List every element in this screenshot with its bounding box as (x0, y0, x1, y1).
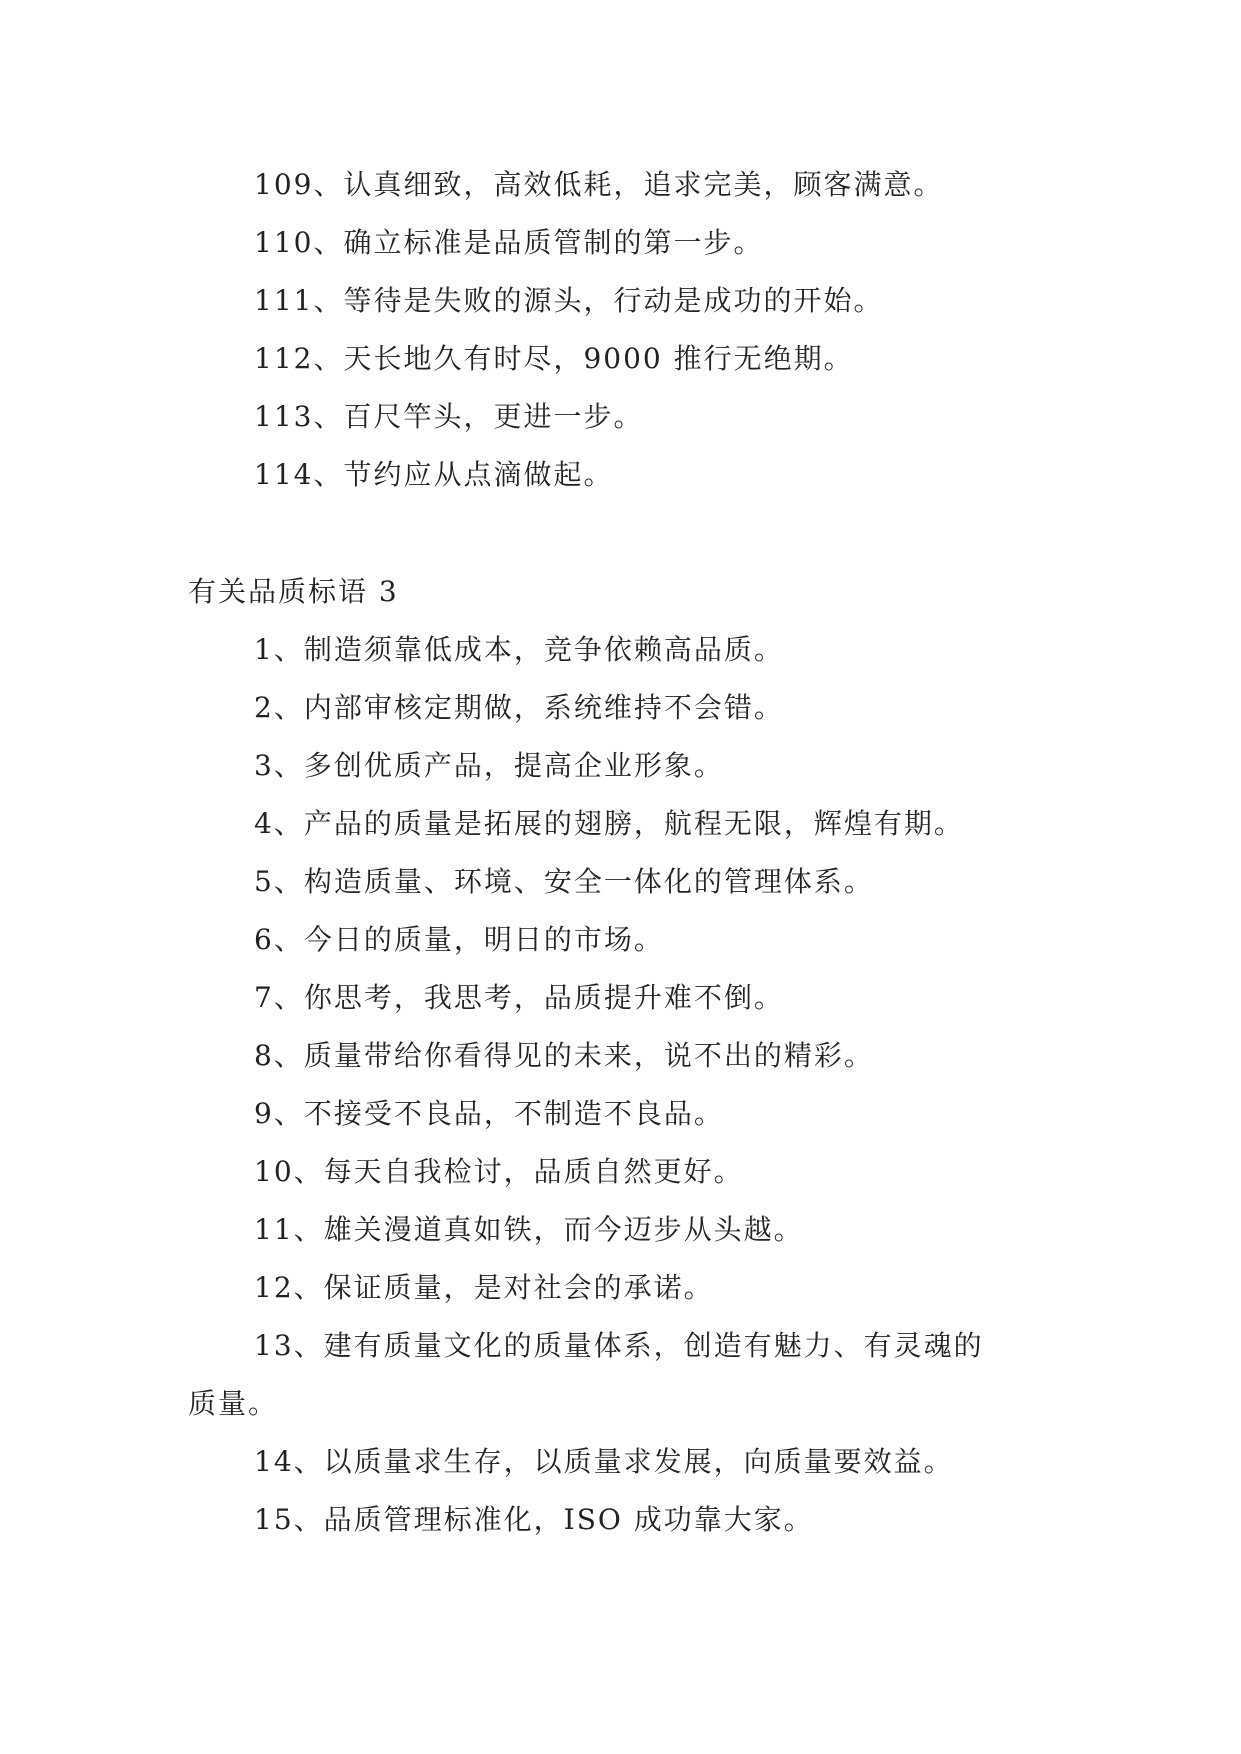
list-item: 4、产品的质量是拓展的翅膀，航程无限，辉煌有期。 (254, 807, 964, 840)
list-item: 112、天长地久有时尽，9000 推行无绝期。 (254, 342, 854, 375)
list-item: 10、每天自我检讨，品质自然更好。 (254, 1155, 744, 1188)
list-item: 15、品质管理标准化，ISO 成功靠大家。 (254, 1503, 814, 1536)
list-item: 8、质量带给你看得见的未来，说不出的精彩。 (254, 1039, 874, 1072)
list-item: 2、内部审核定期做，系统维持不会错。 (254, 691, 784, 724)
list-item: 113、百尺竿头，更进一步。 (254, 400, 644, 433)
list-item: 7、你思考，我思考，品质提升难不倒。 (254, 981, 784, 1014)
list-item: 9、不接受不良品，不制造不良品。 (254, 1097, 724, 1130)
list-item: 13、建有质量文化的质量体系，创造有魅力、有灵魂的 (254, 1329, 984, 1362)
list-item: 11、雄关漫道真如铁，而今迈步从头越。 (254, 1213, 804, 1246)
list-item: 109、认真细致，高效低耗，追求完美，顾客满意。 (254, 168, 944, 201)
list-item: 6、今日的质量，明日的市场。 (254, 923, 664, 956)
list-item-continuation: 质量。 (188, 1387, 279, 1420)
list-item: 12、保证质量，是对社会的承诺。 (254, 1271, 714, 1304)
list-item: 14、以质量求生存，以质量求发展，向质量要效益。 (254, 1445, 954, 1478)
list-item: 114、节约应从点滴做起。 (254, 458, 614, 491)
list-item: 5、构造质量、环境、安全一体化的管理体系。 (254, 865, 874, 898)
list-item: 111、等待是失败的源头，行动是成功的开始。 (254, 284, 884, 317)
list-item: 3、多创优质产品，提高企业形象。 (254, 749, 724, 782)
section-heading: 有关品质标语 3 (188, 575, 399, 608)
list-item: 110、确立标准是品质管制的第一步。 (254, 226, 764, 259)
list-item: 1、制造须靠低成本，竞争依赖高品质。 (254, 633, 784, 666)
